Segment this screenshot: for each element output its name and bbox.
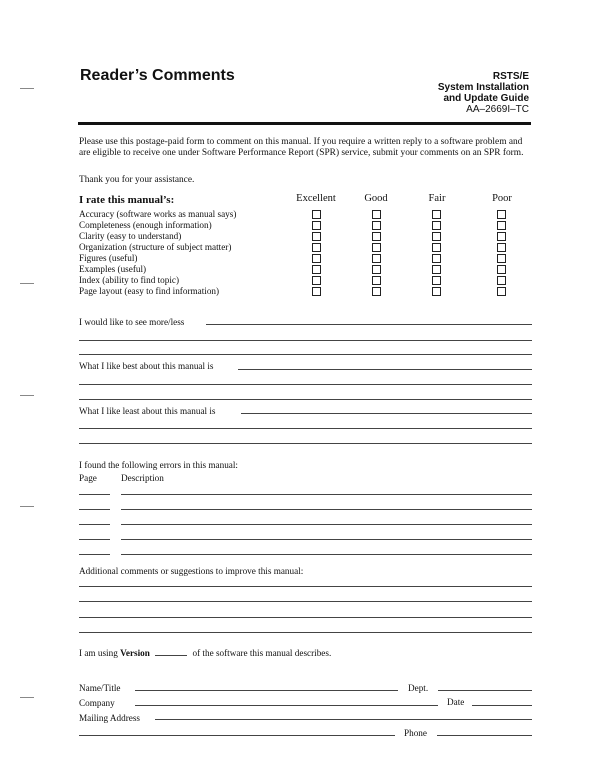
criterion-figures: Figures (useful) [79,253,138,263]
rating-checkbox-excellent[interactable] [312,243,321,252]
rating-checkbox-poor[interactable] [497,265,506,274]
rating-checkbox-poor[interactable] [497,210,506,219]
error-page-line[interactable] [79,524,110,525]
phone-label: Phone [404,728,427,738]
rating-checkbox-poor[interactable] [497,287,506,296]
criterion-clarity: Clarity (easy to understand) [79,231,182,241]
margin-mark [20,283,34,284]
error-description-line[interactable] [121,539,532,540]
rating-checkbox-good[interactable] [372,287,381,296]
rating-checkbox-fair[interactable] [432,210,441,219]
rating-checkbox-good[interactable] [372,232,381,241]
mailing-address-line-2[interactable] [79,735,395,736]
rating-checkbox-excellent[interactable] [312,265,321,274]
rating-checkbox-good[interactable] [372,254,381,263]
intro-text: Please use this postage-paid form to comment on this manual. If you require a written reply to a software problem and are eligible to receive one under Software Performance Report (SPR) service, submit your comments on an SPR form. [79,137,524,158]
margin-mark [20,697,34,698]
doc-product: RSTS/E [492,71,529,82]
additional-line-1[interactable] [79,586,532,587]
name-title-label: Name/Title [79,683,121,693]
rating-checkbox-fair[interactable] [432,243,441,252]
like-best-label: What I like best about this manual is [79,361,214,371]
criterion-examples: Examples (useful) [79,264,147,274]
rating-checkbox-fair[interactable] [432,265,441,274]
like-least-label: What I like least about this manual is [79,406,216,416]
additional-line-4[interactable] [79,632,532,633]
additional-label: Additional comments or suggestions to improve this manual: [79,566,304,576]
thanks-text: Thank you for your assistance. [79,175,195,185]
more-less-line-3[interactable] [79,354,532,355]
doc-title-line-1: System Installation [437,82,529,93]
mailing-address-label: Mailing Address [79,713,140,723]
mailing-address-line-1[interactable] [155,719,532,720]
column-good: Good [364,193,388,204]
rating-checkbox-excellent[interactable] [312,232,321,241]
rating-checkbox-fair[interactable] [432,287,441,296]
rating-checkbox-excellent[interactable] [312,287,321,296]
header-rule [78,122,531,125]
rating-checkbox-poor[interactable] [497,221,506,230]
version-bold-word: Version [120,648,150,658]
error-page-line[interactable] [79,509,110,510]
rating-checkbox-excellent[interactable] [312,210,321,219]
rating-checkbox-poor[interactable] [497,254,506,263]
rating-checkbox-fair[interactable] [432,276,441,285]
column-poor: Poor [492,193,512,204]
column-fair: Fair [428,193,446,204]
error-page-line[interactable] [79,539,110,540]
rating-checkbox-good[interactable] [372,221,381,230]
like-least-line-2[interactable] [79,428,532,429]
name-title-line[interactable] [135,690,398,691]
rating-checkbox-good[interactable] [372,265,381,274]
doc-title-line-2: and Update Guide [443,93,529,104]
version-input-line[interactable] [155,655,187,656]
criterion-organization: Organization (structure of subject matter) [79,242,232,252]
description-column-label: Description [121,473,164,483]
company-label: Company [79,698,115,708]
like-least-line-1[interactable] [241,413,532,414]
margin-mark [20,88,34,89]
column-excellent: Excellent [296,193,336,204]
company-line[interactable] [135,705,438,706]
more-less-line-2[interactable] [79,340,532,341]
additional-line-3[interactable] [79,617,532,618]
rating-checkbox-fair[interactable] [432,221,441,230]
error-description-line[interactable] [121,509,532,510]
doc-order-number: AA–2669I–TC [466,104,529,115]
dept-line[interactable] [438,690,532,691]
rating-checkbox-poor[interactable] [497,276,506,285]
rating-checkbox-good[interactable] [372,210,381,219]
criterion-index: Index (ability to find topic) [79,275,180,285]
rating-heading: I rate this manual’s: [79,194,175,206]
form-title: Reader’s Comments [80,67,235,84]
margin-mark [20,395,34,396]
rating-checkbox-good[interactable] [372,276,381,285]
rating-checkbox-poor[interactable] [497,243,506,252]
more-less-label: I would like to see more/less [79,317,185,327]
criterion-accuracy: Accuracy (software works as manual says) [79,209,237,219]
more-less-line-1[interactable] [206,324,532,325]
phone-line[interactable] [437,735,532,736]
like-best-line-3[interactable] [79,399,532,400]
error-page-line[interactable] [79,494,110,495]
rating-checkbox-fair[interactable] [432,254,441,263]
margin-mark [20,506,34,507]
error-page-line[interactable] [79,554,110,555]
like-best-line-1[interactable] [238,369,532,370]
rating-checkbox-fair[interactable] [432,232,441,241]
version-suffix: of the software this manual describes. [192,648,332,658]
rating-checkbox-excellent[interactable] [312,276,321,285]
document-identifier [438,71,529,115]
error-description-line[interactable] [121,554,532,555]
rating-checkbox-excellent[interactable] [312,254,321,263]
like-least-line-3[interactable] [79,443,532,444]
additional-line-2[interactable] [79,601,532,602]
like-best-line-2[interactable] [79,384,532,385]
errors-label: I found the following errors in this manual: [79,460,238,470]
rating-checkbox-poor[interactable] [497,232,506,241]
error-description-line[interactable] [121,494,532,495]
page-column-label: Page [79,473,97,483]
version-line [79,648,331,658]
criterion-page-layout: Page layout (easy to find information) [79,286,220,296]
criterion-completeness: Completeness (enough information) [79,220,212,230]
error-description-line[interactable] [121,524,532,525]
rating-checkbox-good[interactable] [372,243,381,252]
date-label: Date [447,697,465,707]
dept-label: Dept. [408,683,429,693]
date-line[interactable] [472,705,532,706]
rating-checkbox-excellent[interactable] [312,221,321,230]
version-prefix: I am using [79,648,118,658]
